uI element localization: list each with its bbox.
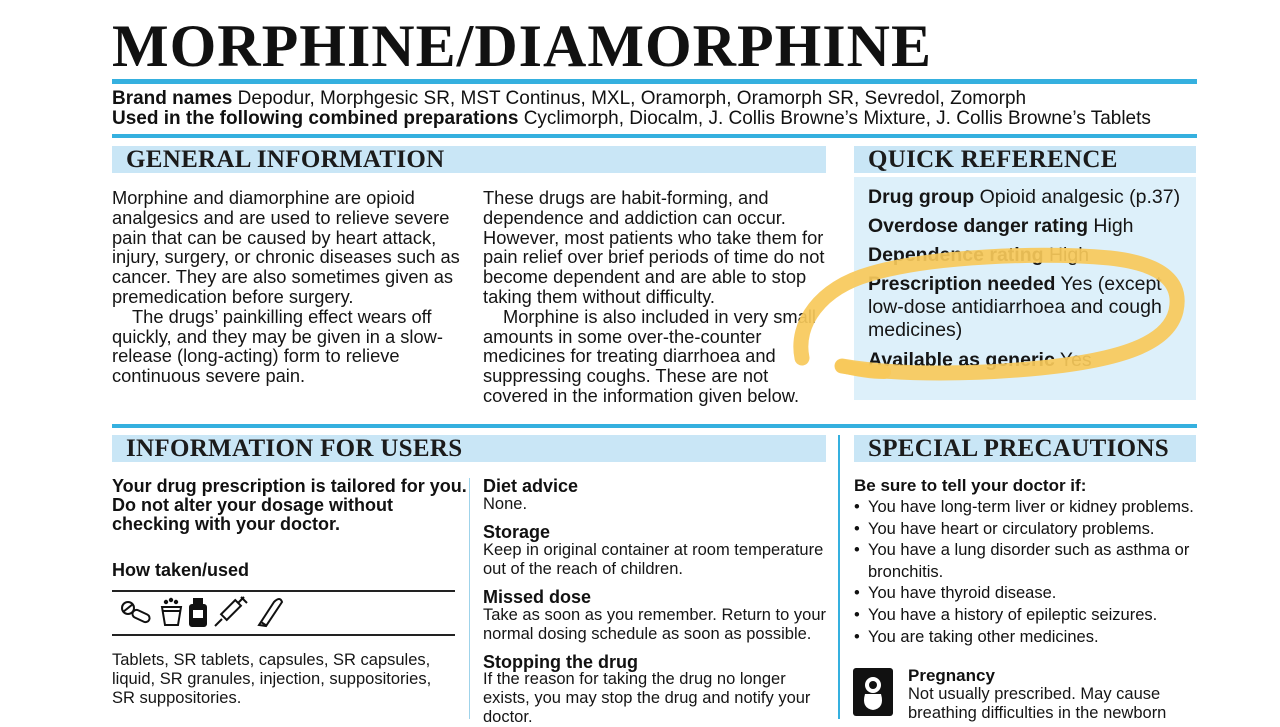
quick-ref-band <box>854 146 1196 173</box>
stopping-heading: Stopping the drug <box>483 652 638 672</box>
pills-icon <box>122 602 151 623</box>
overdose-value: High <box>1093 215 1134 237</box>
combined-label: Used in the following combined preparations <box>112 108 519 129</box>
generic-value: Yes <box>1059 349 1092 371</box>
drug-group-value: Opioid analgesic (p.37) <box>979 186 1181 208</box>
generic-label: Available as generic <box>868 349 1055 371</box>
precaution-item: • You have heart or circulatory problems. <box>854 519 1194 541</box>
general-para-3: These drugs are habit-forming, and dependence and addiction can occur. However, most patients who take them for pain relief over brief periods of time do not become dependent and are able to stop taking them without difficulty. <box>483 187 825 307</box>
general-para-1: Morphine and diamorphine are opioid analgesics and are used to relieve severe pain that can be caused by heart attack, injury, surgery, or chronic diseases such as cancer. They are also sometimes given as premedication before surgery. <box>112 187 460 307</box>
dependence-label: Dependence rating <box>868 244 1044 266</box>
prescription-value-1: Yes (except <box>1060 273 1162 295</box>
missed-heading: Missed dose <box>483 587 592 607</box>
general-para-2: The drugs’ painkilling effect wears off quickly, and they may be given in a slow-release (long-acting) form to relieve continuous severe pain. <box>112 305 443 387</box>
warning-line-1: Your drug prescription is tailored for you. <box>112 476 467 496</box>
users-heading: INFORMATION FOR USERS <box>126 435 463 462</box>
suppository-icon <box>259 599 282 626</box>
precaution-item: • You are taking other medicines. <box>854 627 1194 649</box>
warning-line-2: Do not alter your dosage without <box>112 495 394 515</box>
diet-text: None. <box>483 495 528 513</box>
pregnancy-icon <box>853 668 893 716</box>
general-info-heading: GENERAL INFORMATION <box>126 146 445 173</box>
precautions-band <box>854 435 1196 462</box>
icons-rule-top <box>112 590 455 592</box>
how-taken-heading: How taken/used <box>112 560 250 580</box>
overdose-row <box>868 215 1134 238</box>
how-taken-text: Tablets, SR tablets, capsules, SR capsules, liquid, SR granules, injection, suppositories, SR suppositories. <box>112 651 432 707</box>
icons-rule-bottom <box>112 634 455 636</box>
stopping-text: If the reason for taking the drug no longer exists, you may stop the drug and notify your doctor. <box>483 670 811 726</box>
highlight-annotation <box>780 236 1200 386</box>
brand-names <box>112 89 1151 129</box>
combined-text: Cyclimorph, Diocalm, J. Collis Browne’s Mixture, J. Collis Browne’s Tablets <box>523 108 1151 129</box>
missed-text: Take as soon as you remember. Return to your normal dosing schedule as soon as possible. <box>483 606 827 643</box>
general-info-band <box>112 146 826 173</box>
general-col-1 <box>112 188 462 386</box>
precaution-item: • You have long-term liver or kidney problems. <box>854 497 1194 519</box>
section-rule <box>112 424 1197 428</box>
prescription-value-3: medicines) <box>868 319 963 341</box>
users-band <box>112 435 826 462</box>
title-rule <box>112 79 1197 84</box>
quick-ref-heading: QUICK REFERENCE <box>868 146 1118 173</box>
storage-heading: Storage <box>483 522 551 542</box>
page-title: MORPHINE/DIAMORPHINE <box>112 13 932 79</box>
drug-group-label: Drug group <box>868 186 975 208</box>
cup-icon <box>162 599 181 625</box>
brand-label: Brand names <box>112 88 233 109</box>
prescription-label: Prescription needed <box>868 273 1056 295</box>
precautions-intro: Be sure to tell your doctor if: <box>854 476 1087 495</box>
precaution-item: • You have a lung disorder such as asthma or bronchitis. <box>854 540 1194 583</box>
precautions-heading: SPECIAL PRECAUTIONS <box>868 435 1169 462</box>
drug-group-row <box>868 186 1180 209</box>
brand-rule <box>112 134 1197 138</box>
dosage-form-icons <box>114 596 454 628</box>
precaution-item: • You have a history of epileptic seizures. <box>854 605 1194 627</box>
diet-heading: Diet advice <box>483 476 579 496</box>
bottle-icon <box>190 599 206 626</box>
general-col-2 <box>483 188 828 406</box>
prescription-value-2: low-dose antidiarrhoea and cough <box>868 296 1162 318</box>
general-para-4: Morphine is also included in very small amounts in some over-the-counter medicines for treating diarrhoea and suppressing coughs. These are not covered in the information given below. <box>483 305 816 406</box>
pregnancy-heading: Pregnancy <box>908 666 995 685</box>
pregnancy-text: Not usually prescribed. May cause breathing difficulties in the newborn <box>908 685 1167 722</box>
syringe-icon <box>215 597 247 626</box>
brand-text: Depodur, Morphgesic SR, MST Continus, MXL, Oramorph, Oramorph SR, Sevredol, Zomorph <box>237 88 1027 109</box>
dependence-value: High <box>1048 244 1090 266</box>
precautions-list <box>854 497 1194 648</box>
warning-line-3: checking with your doctor. <box>112 514 341 534</box>
precautions-divider <box>838 435 840 719</box>
storage-text: Keep in original container at room temperature out of the reach of children. <box>483 541 824 578</box>
users-column-divider <box>469 478 470 719</box>
precaution-item: • You have thyroid disease. <box>854 583 1194 605</box>
overdose-label: Overdose danger rating <box>868 215 1088 237</box>
